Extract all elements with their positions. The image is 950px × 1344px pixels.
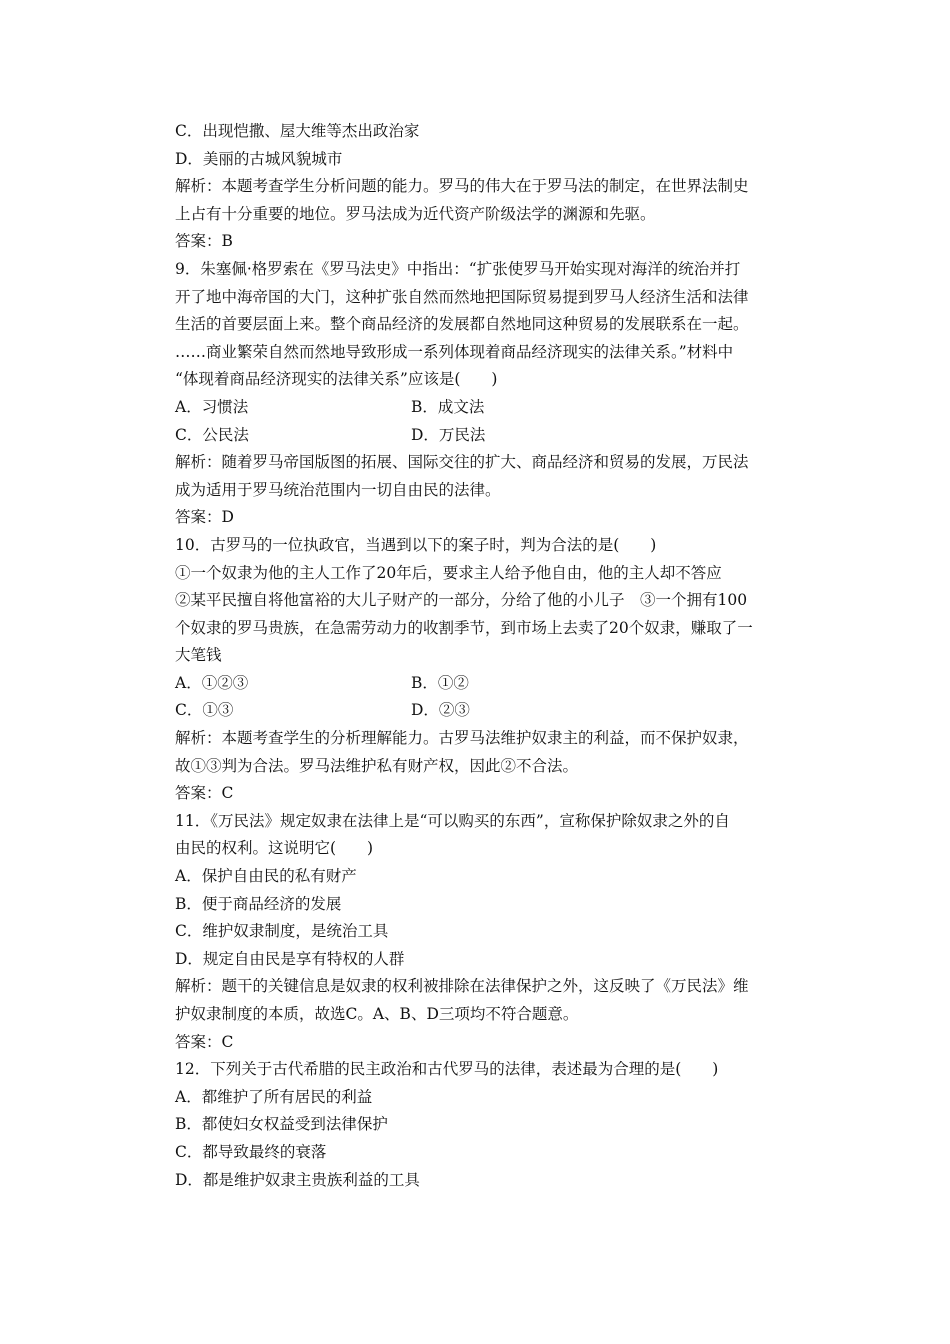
document-page [175,118,815,1194]
q9-option-a: A．习惯法 [175,397,249,416]
q11-answer: 答案：C [175,1032,234,1051]
q9-analysis-line-2: 成为适用于罗马统治范围内一切自由民的法律。 [175,480,501,499]
q9-stem-line-3: 生活的首要层面上来。整个商品经济的发展都自然地同这种贸易的发展联系在一起。 [175,315,749,334]
q12-option-c: C．都导致最终的衰落 [175,1142,327,1161]
q8-option-c: C．出现恺撒、屋大维等杰出政治家 [175,122,420,140]
q12-option-a: A．都维护了所有居民的利益 [175,1087,373,1106]
q8-option-d: D．美丽的古城风貌城市 [175,149,343,168]
q12-option-d: D．都是维护奴隶主贵族利益的工具 [175,1170,420,1189]
q10-options-row-1 [175,670,815,698]
q9-stem-line-2: 开了地中海帝国的大门，这种扩张自然而然地把国际贸易提到罗马人经济生活和法律 [175,287,749,306]
q8-analysis-line-2: 上占有十分重要的地位。罗马法成为近代资产阶级法学的渊源和先驱。 [175,204,656,223]
q9-stem-line-4: ……商业繁荣自然而然地导致形成一系列体现着商品经济现实的法律关系。”材料中 [175,342,734,361]
q11-analysis-line-1: 解析：题干的关键信息是奴隶的权利被排除在法律保护之外，这反映了《万民法》维 [175,977,749,996]
q10-stem-line-2: ①一个奴隶为他的主人工作了20年后，要求主人给予他自由，他的主人却不答应 [175,563,722,582]
q9-stem-line-5: “体现着商品经济现实的法律关系”应该是( ) [175,370,498,389]
q10-options-row-2 [175,697,815,725]
q10-option-d: D．②③ [411,701,470,720]
q11-option-a: A．保护自由民的私有财产 [175,867,357,886]
q10-analysis-line-2: 故①③判为合法。罗马法维护私有财产权，因此②不合法。 [175,756,579,775]
q10-stem-line-5: 大笔钱 [175,646,222,665]
q9-analysis-line-1: 解析：随着罗马帝国版图的拓展、国际交往的扩大、商品经济和贸易的发展，万民法 [175,453,749,472]
q8-analysis-line-1: 解析：本题考查学生分析问题的能力。罗马的伟大在于罗马法的制定，在世界法制史 [175,177,749,196]
q8-answer: 答案：B [175,232,233,251]
q12-option-b: B．都使妇女权益受到法律保护 [175,1115,388,1134]
q12-stem-line-1: 12．下列关于古代希腊的民主政治和古代罗马的法律，表述最为合理的是( ) [175,1060,719,1079]
q10-stem-line-3: ②某平民擅自将他富裕的大儿子财产的一部分，分给了他的小儿子 ③一个拥有100 [175,591,748,610]
q9-option-d: D．万民法 [411,425,486,444]
q9-options-row-2 [175,422,815,450]
q9-option-b: B．成文法 [411,397,485,416]
q10-option-c: C．①③ [175,701,234,720]
q11-stem-line-1: 11．《万民法》规定奴隶在法律上是“可以购买的东西”，宣称保护除奴隶之外的自 [175,811,730,830]
q11-option-b: B．便于商品经济的发展 [175,894,342,913]
q9-options-row-1 [175,394,815,422]
q11-analysis-line-2: 护奴隶制度的本质，故选C。A、B、D三项均不符合题意。 [175,1005,579,1023]
q9-option-c: C．公民法 [175,425,249,444]
q11-option-d: D．规定自由民是享有特权的人群 [175,949,405,968]
q9-stem-line-1: 9．朱塞佩·格罗索在《罗马法史》中指出：“扩张使罗马开始实现对海洋的统治并打 [175,259,741,278]
q9-answer: 答案：D [175,508,234,527]
q11-stem-line-2: 由民的权利。这说明它( ) [175,839,374,858]
q10-option-b: B．①② [411,673,469,692]
q10-analysis-line-1: 解析：本题考查学生的分析理解能力。古罗马法维护奴隶主的利益，而不保护奴隶， [175,729,749,748]
q11-option-c: C．维护奴隶制度，是统治工具 [175,922,389,941]
q10-stem-line-4: 个奴隶的罗马贵族，在急需劳动力的收割季节，到市场上去卖了20个奴隶，赚取了一 [175,618,753,637]
q10-option-a: A．①②③ [175,673,249,692]
q10-stem-line-1: 10．古罗马的一位执政官，当遇到以下的案子时，判为合法的是( ) [175,535,657,554]
q10-answer: 答案：C [175,784,234,803]
